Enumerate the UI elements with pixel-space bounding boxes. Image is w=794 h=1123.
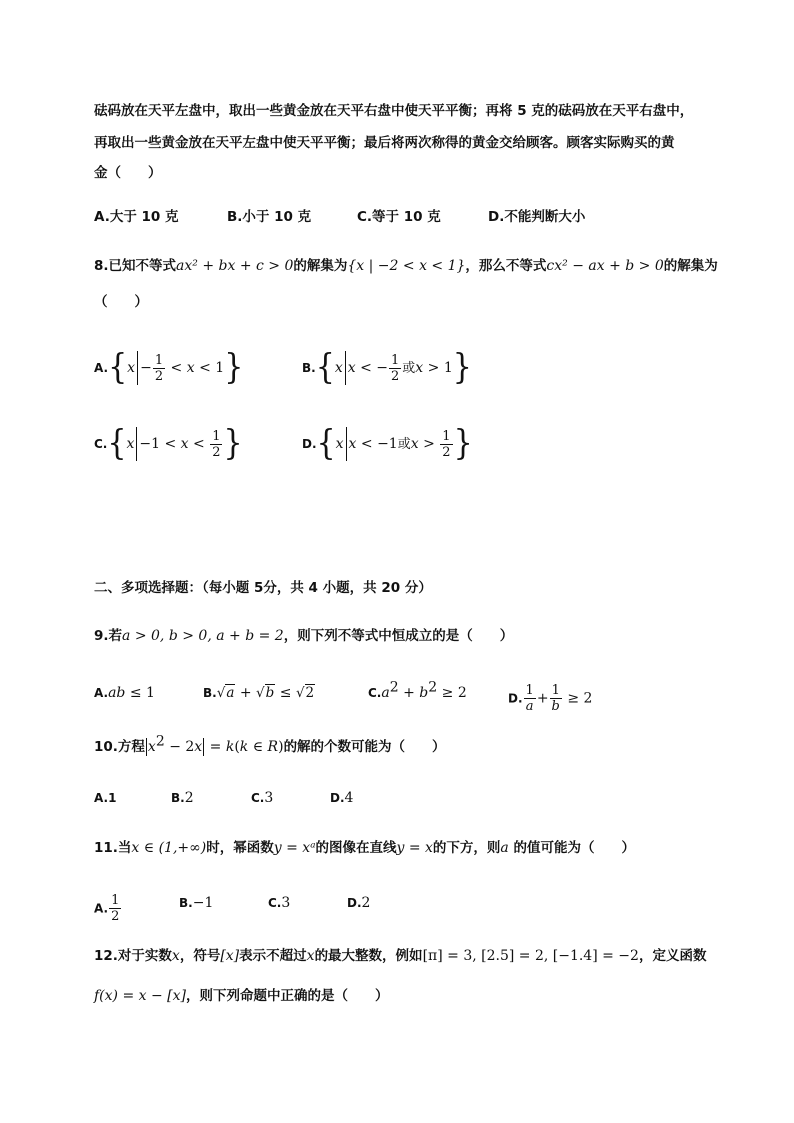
- q11-option-b: B.−1: [179, 895, 214, 911]
- q9-stem: 9.若a > 0, b > 0, a + b = 2，则下列不等式中恒成立的是（ ）: [94, 628, 514, 644]
- q10-option-c: C.3: [251, 790, 274, 806]
- section-2-heading: 二、多项选择题：（每小题 5分，共 4 小题，共 20 分）: [94, 580, 432, 596]
- q8-paren: （ ）: [94, 294, 148, 310]
- q8-option-b: B.{x x < − $\frac{1}{2}$ 或x > 1}: [302, 347, 472, 388]
- q9-option-a: A.ab ≤ 1: [94, 685, 155, 701]
- q7-line-1: 砝码放在天平左盘中，取出一些黄金放在天平右盘中使天平平衡；再将 5 克的砝码放在天平右盘中，: [94, 103, 694, 119]
- fraction-one-half: $\frac{1}{2}$: [111, 893, 120, 924]
- q9-option-b: B.√a + √b ≤ √2: [203, 685, 315, 701]
- q10-stem: 10.方程 $x^2 - 2x = k(k$ ∈ R)的解的个数可能为（ ）: [94, 733, 446, 755]
- q8-option-d: D.{x x < −1或x > $\frac{1}{2}$ }: [302, 423, 473, 464]
- q8-inequality-1: ax² + bx + c > 0: [176, 258, 294, 274]
- q8-solution-set: {x | −2 < x < 1}: [347, 258, 466, 274]
- q9-option-d: D. $\frac{1}{a}$ + $\frac{1}{b}$ ≥ 2: [508, 683, 593, 714]
- q8-stem: 8.已知不等式ax² + bx + c > 0的解集为{x | −2 < x < 1}，那么不等式cx² − ax + b > 0的解集为: [94, 258, 718, 274]
- fraction-one-half: $\frac{1}{2}$: [154, 352, 164, 384]
- fraction-one-half: $\frac{1}{2}$: [442, 428, 451, 460]
- q8-inequality-2: cx² − ax + b > 0: [546, 258, 664, 274]
- q12-stem-line-1: 12.对于实数x，符号[x]表示不超过x的最大整数，例如[π] = 3, [2.5] = 2, [−1.4] = −2，定义函数: [94, 948, 707, 964]
- q11-option-c: C.3: [268, 895, 291, 911]
- q9-condition: a > 0, b > 0, a + b = 2: [122, 628, 284, 644]
- q10-option-d: D.4: [330, 790, 354, 806]
- fraction-one-half: $\frac{1}{2}$: [212, 428, 221, 460]
- q10-option-a: A.1: [94, 791, 117, 805]
- q11-option-a: A. $\frac{1}{2}$: [94, 893, 120, 924]
- q12-stem-line-2: f(x) = x − [x]，则下列命题中正确的是（ ）: [94, 988, 389, 1004]
- fraction-one-half: $\frac{1}{2}$: [391, 352, 400, 384]
- q7-line-2: 再取出一些黄金放在天平左盘中使天平平衡；最后将两次称得的黄金交给顾客。顾客实际购买的黄: [94, 135, 675, 151]
- q8-option-c: C.{x −1 < x < $\frac{1}{2}$ }: [94, 423, 243, 464]
- q9-option-c: $C.a^2 + b^2 \ge 2$: [368, 679, 467, 701]
- q7-option-c: C.等于 10 克: [357, 209, 441, 225]
- q7-line-3: 金（ ）: [94, 165, 162, 181]
- q7-option-b: B.小于 10 克: [227, 209, 312, 225]
- q11-option-d: D.2: [347, 895, 371, 911]
- q7-option-a: A.大于 10 克: [94, 209, 179, 225]
- q11-stem: 11.当x ∈ (1,+∞)时，幂函数y = xᵃ的图像在直线y = x的下方，则a 的值可能为（ ）: [94, 840, 635, 856]
- q7-option-d: D.不能判断大小: [488, 209, 586, 225]
- q10-option-b: B.2: [171, 790, 194, 806]
- q8-option-a: A.{x − $\frac{1}{2}$ < x < 1}: [94, 347, 244, 388]
